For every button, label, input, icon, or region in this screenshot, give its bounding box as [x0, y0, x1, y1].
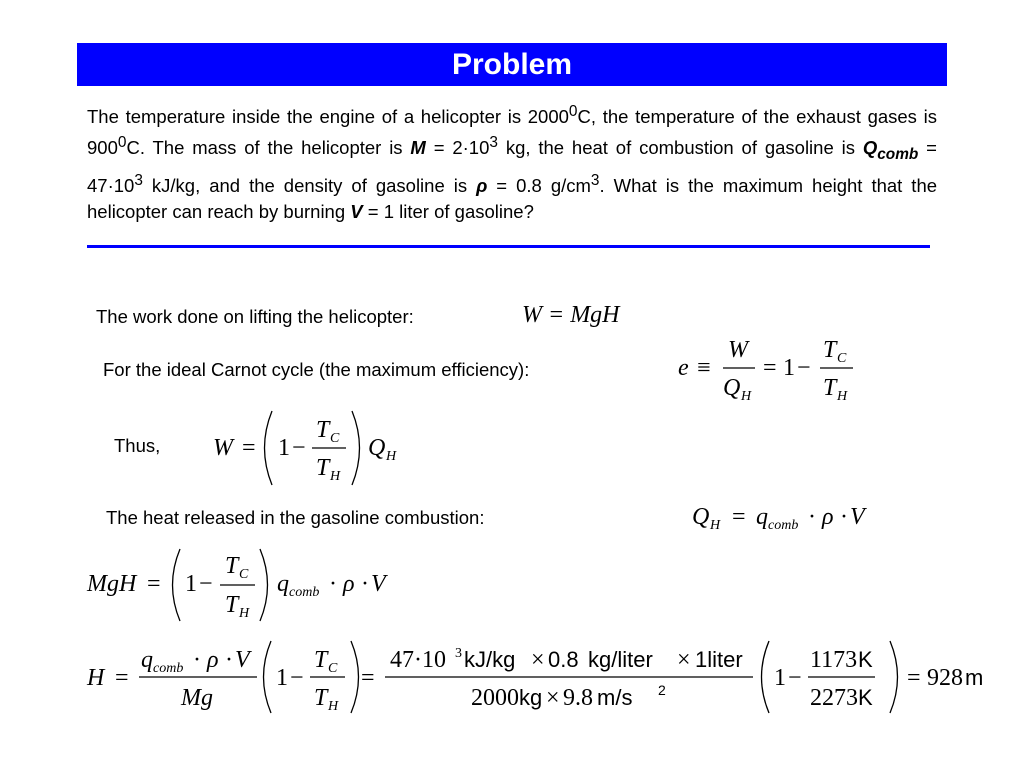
- svg-text:2273: 2273: [810, 685, 858, 711]
- separator-rule: [87, 245, 930, 248]
- svg-text:q: q: [756, 504, 768, 530]
- svg-text:m/s: m/s: [597, 685, 633, 710]
- svg-text:ρ: ρ: [822, 504, 834, 530]
- svg-text:H: H: [330, 469, 341, 484]
- svg-text:comb: comb: [153, 661, 184, 676]
- svg-text:K: K: [858, 647, 873, 672]
- svg-text:−: −: [797, 355, 811, 381]
- svg-text:ρ: ρ: [207, 647, 219, 673]
- carnot-formula: [675, 335, 865, 410]
- svg-text:W: W: [728, 337, 748, 363]
- svg-text:2: 2: [658, 682, 666, 698]
- svg-text:47·10: 47·10: [390, 647, 446, 673]
- svg-text:K: K: [858, 685, 873, 710]
- svg-text:=: =: [907, 665, 921, 691]
- svg-text:×: ×: [531, 647, 545, 673]
- svg-text:C: C: [239, 567, 249, 582]
- svg-text:m: m: [965, 665, 984, 690]
- svg-text:H: H: [710, 518, 721, 533]
- svg-text:T: T: [823, 337, 837, 363]
- svg-text:q: q: [141, 647, 153, 673]
- svg-text:comb: comb: [289, 585, 320, 600]
- carnot-label: For the ideal Carnot cycle (the maximum efficiency):: [103, 359, 530, 380]
- svg-text:1: 1: [185, 571, 197, 597]
- svg-text:0.8: 0.8: [548, 647, 579, 672]
- svg-text:H: H: [741, 389, 752, 404]
- svg-text:H: H: [837, 389, 848, 404]
- svg-text:−: −: [199, 571, 213, 597]
- svg-text:1: 1: [276, 665, 288, 691]
- svg-text:T: T: [314, 685, 328, 711]
- svg-text:T: T: [225, 592, 239, 618]
- work-label: The work done on lifting the helicopter:: [96, 306, 414, 327]
- svg-text:W = MgH: W = MgH: [522, 302, 620, 328]
- mgh-formula: [85, 545, 405, 630]
- svg-text:−: −: [292, 435, 306, 461]
- svg-text:1: 1: [774, 665, 786, 691]
- svg-text:comb: comb: [768, 518, 799, 533]
- thus-formula: [210, 405, 410, 495]
- svg-text:·: ·: [808, 504, 816, 530]
- svg-text:=: =: [242, 435, 256, 461]
- svg-text:928: 928: [927, 665, 963, 691]
- svg-text:1liter: 1liter: [695, 647, 743, 672]
- svg-text:·: ·: [193, 647, 201, 673]
- svg-text:=: =: [763, 355, 777, 381]
- svg-text:MgH: MgH: [87, 571, 137, 597]
- svg-text:H: H: [239, 606, 250, 621]
- svg-text:×: ×: [677, 647, 691, 673]
- title-bar: [77, 43, 947, 86]
- svg-text:1: 1: [278, 435, 290, 461]
- svg-text:H: H: [87, 665, 105, 691]
- svg-text:C: C: [837, 351, 847, 366]
- thus-label: Thus,: [114, 435, 161, 456]
- slide-title: Problem: [451, 47, 573, 81]
- svg-text:−: −: [290, 665, 304, 691]
- svg-text:=: =: [361, 665, 375, 691]
- svg-text:kg/liter: kg/liter: [588, 647, 653, 672]
- svg-text:·: ·: [361, 571, 369, 597]
- svg-text:≡: ≡: [697, 355, 711, 381]
- svg-text:V: V: [850, 504, 865, 530]
- svg-text:T: T: [823, 375, 837, 401]
- svg-text:1173: 1173: [810, 647, 858, 673]
- svg-text:H: H: [328, 699, 339, 714]
- svg-text:H: H: [386, 449, 397, 464]
- svg-text:e: e: [678, 355, 689, 381]
- svg-text:·: ·: [840, 504, 848, 530]
- svg-text:−: −: [788, 665, 802, 691]
- svg-text:=: =: [732, 504, 746, 530]
- svg-text:T: T: [316, 455, 330, 481]
- svg-text:=: =: [115, 665, 129, 691]
- svg-text:×: ×: [546, 685, 560, 711]
- heat-label: The heat released in the gasoline combustion:: [106, 507, 485, 528]
- svg-text:Q: Q: [368, 435, 386, 461]
- heat-formula: [690, 498, 890, 538]
- svg-text:T: T: [316, 417, 330, 443]
- svg-text:C: C: [330, 431, 340, 446]
- svg-text:kg: kg: [519, 685, 543, 710]
- svg-text:·: ·: [329, 571, 337, 597]
- svg-text:=: =: [147, 571, 161, 597]
- svg-text:q: q: [277, 571, 289, 597]
- svg-text:ρ: ρ: [343, 571, 355, 597]
- svg-text:Q: Q: [692, 504, 710, 530]
- svg-text:V: V: [235, 647, 250, 673]
- svg-text:9.8: 9.8: [563, 685, 593, 711]
- svg-text:2000: 2000: [471, 685, 519, 711]
- svg-text:T: T: [225, 553, 239, 579]
- svg-text:W: W: [213, 435, 233, 461]
- svg-text:Q: Q: [723, 375, 741, 401]
- svg-text:·: ·: [225, 647, 233, 673]
- svg-text:Mg: Mg: [181, 685, 213, 711]
- svg-text:T: T: [314, 647, 328, 673]
- final-formula: [85, 635, 1005, 720]
- svg-text:1: 1: [783, 355, 795, 381]
- svg-text:kJ/kg: kJ/kg: [464, 647, 516, 672]
- svg-text:3: 3: [455, 646, 462, 661]
- svg-text:C: C: [328, 661, 338, 676]
- svg-text:V: V: [371, 571, 386, 597]
- work-formula: [520, 296, 650, 332]
- problem-statement: The temperature inside the engine of a helicopter is 2000$^0$C, the temperature of the exhaust gases is $900^0C$. The mass of the helicopter is $M = 2\cdot 10^3$ kg, the heat of combustion of gasoline is $Q_{comb} = 47\cdot 10^3$ kJ/kg, and the density of gasoline is ρ = 0.8 $g/cm^3$. What is the maximum height that the helicopter can reach by burning V = 1 liter of gasoline?: [87, 103, 938, 223]
